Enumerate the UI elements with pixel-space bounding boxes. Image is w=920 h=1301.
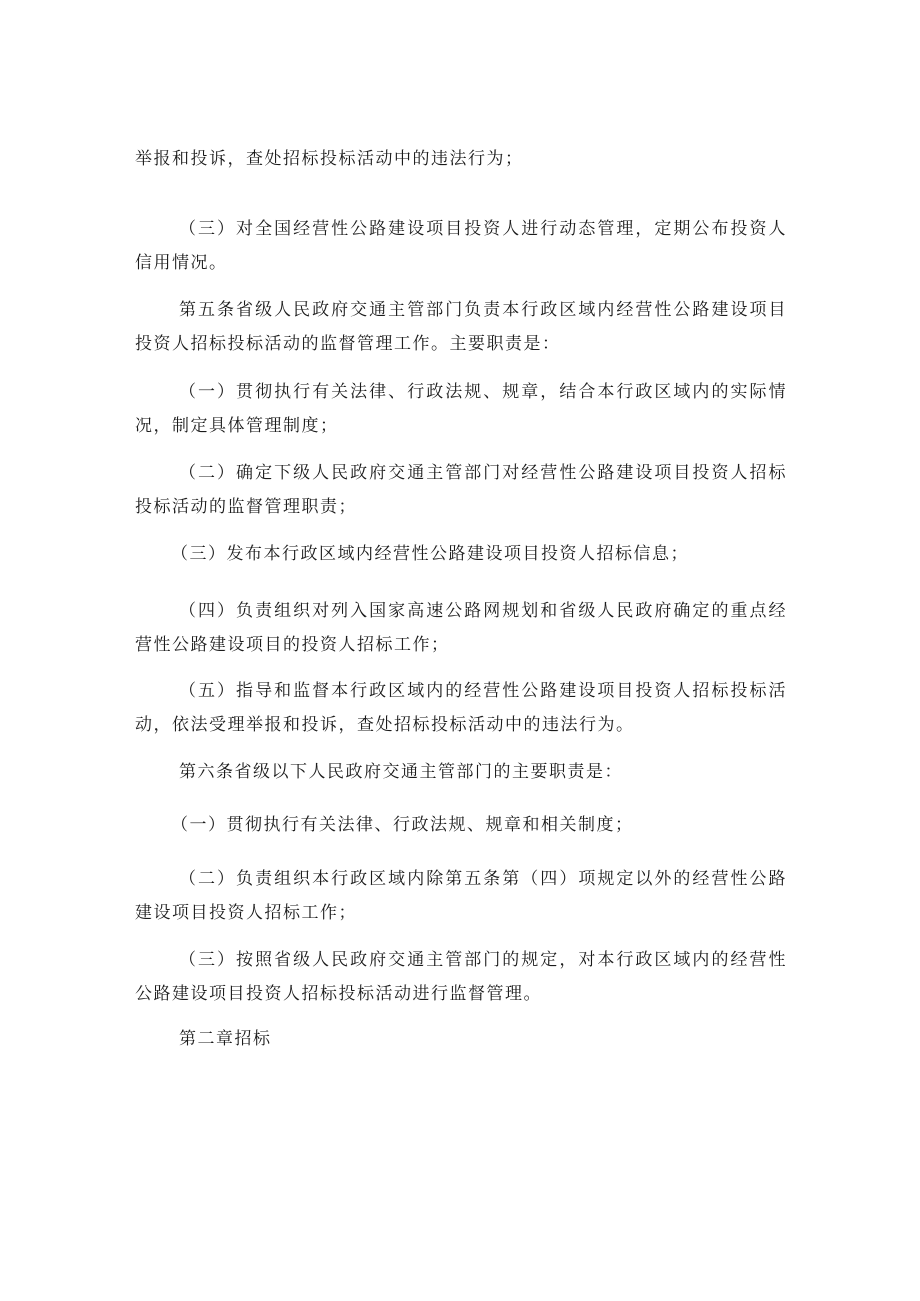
article-5-item-4: （四）负责组织对列入国家高速公路网规划和省级人民政府确定的重点经营性公路建设项目的投资人招标工作； [135,601,787,655]
article-5-item-1: （一）贯彻执行有关法律、行政法规、规章，结合本行政区域内的实际情况，制定具体管理制度； [135,382,787,436]
article-6-item-1: （一）贯彻执行有关法律、行政法规、规章和相关制度； [171,815,634,835]
article-5-item-2: （二）确定下级人民政府交通主管部门对经营性公路建设项目投资人招标投标活动的监督管理职责； [135,463,787,517]
article-5-item-5: （五）指导和监督本行政区域内的经营性公路建设项目投资人招标投标活动，依法受理举报和投诉，查处招标投标活动中的违法行为。 [135,681,787,735]
paragraph-continuation: 举报和投诉，查处招标投标活动中的违法行为； [135,149,524,169]
article-6-item-2: （二）负责组织本行政区域内除第五条第（四）项规定以外的经营性公路建设项目投资人招标工作； [135,869,787,923]
paragraph-item-3-national: （三）对全国经营性公路建设项目投资人进行动态管理，定期公布投资人信用情况。 [135,219,787,273]
article-5-item-3: （三）发布本行政区域内经营性公路建设项目投资人招标信息； [171,544,689,564]
article-6-heading: 第六条省级以下人民政府交通主管部门的主要职责是： [179,762,623,782]
article-5-heading: 第五条省级人民政府交通主管部门负责本行政区域内经营性公路建设项目投资人招标投标活动的监督管理工作。主要职责是： [135,300,787,354]
article-6-item-3: （三）按照省级人民政府交通主管部门的规定，对本行政区域内的经营性公路建设项目投资人招标投标活动进行监督管理。 [135,950,787,1004]
chapter-2-heading: 第二章招标 [179,1029,272,1049]
